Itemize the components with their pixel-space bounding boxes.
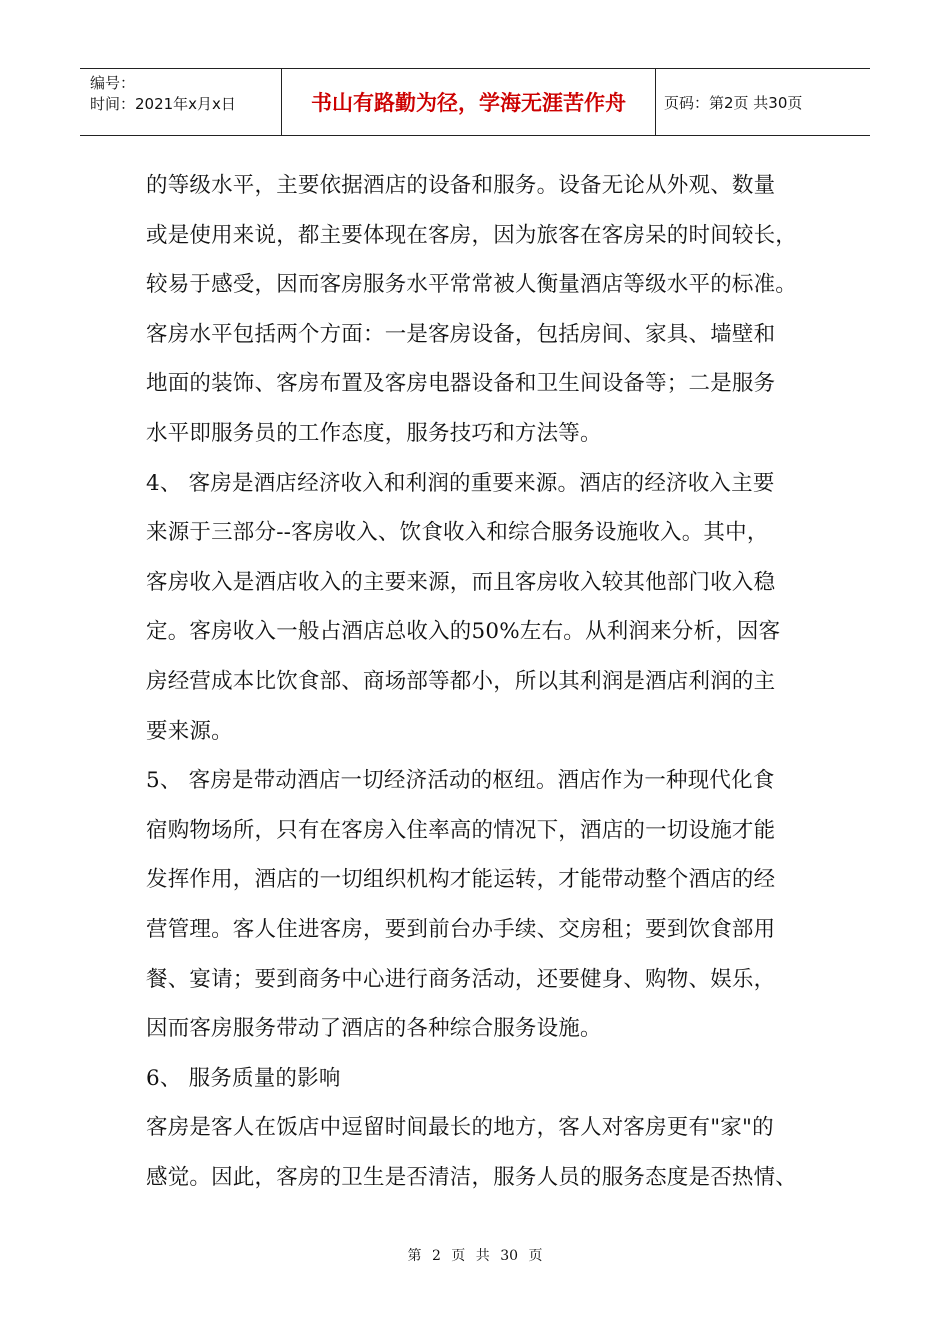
body-line: 来源于三部分--客房收入、饮食收入和综合服务设施收入。其中， <box>146 520 769 546</box>
header-motto: 书山有路勤为径，学海无涯苦作舟 <box>282 69 656 135</box>
body-line: 要来源。 <box>146 718 233 744</box>
document-number-label: 编号： <box>90 74 136 92</box>
body-line: 或是使用来说，都主要体现在客房，因为旅客在客房呆的时间较长， <box>146 222 798 248</box>
body-line: 发挥作用，酒店的一切组织机构才能运转，才能带动整个酒店的经 <box>146 867 776 893</box>
body-line: 5、 客房是带动酒店一切经济活动的枢纽。酒店作为一种现代化食 <box>146 768 775 794</box>
header-page-info: 页码：第2页 共30页 <box>664 93 803 112</box>
page-footer: 第 2 页 共 30 页 <box>407 1248 543 1264</box>
body-line: 客房收入是酒店收入的主要来源，而且客房收入较其他部门收入稳 <box>146 569 776 595</box>
document-body <box>146 161 814 1202</box>
header-meta <box>80 69 282 135</box>
body-line: 较易于感受，因而客房服务水平常常被人衡量酒店等级水平的标准。 <box>146 272 798 298</box>
body-line: 水平即服务员的工作态度，服务技巧和方法等。 <box>146 420 602 446</box>
body-line: 客房水平包括两个方面：一是客房设备，包括房间、家具、墙壁和 <box>146 321 776 347</box>
body-line: 地面的装饰、客房布置及客房电器设备和卫生间设备等；二是服务 <box>146 371 776 397</box>
body-line: 感觉。因此，客房的卫生是否清洁，服务人员的服务态度是否热情、 <box>146 1164 798 1190</box>
body-line: 定。客房收入一般占酒店总收入的50%左右。从利润来分析，因客 <box>146 619 781 645</box>
body-line: 营管理。客人住进客房，要到前台办手续、交房租；要到饮食部用 <box>146 916 776 942</box>
body-line: 因而客房服务带动了酒店的各种综合服务设施。 <box>146 1016 602 1042</box>
body-line: 6、 服务质量的影响 <box>146 1065 341 1091</box>
body-line: 的等级水平，主要依据酒店的设备和服务。设备无论从外观、数量 <box>146 173 776 198</box>
body-line: 房经营成本比饮食部、商场部等都小，所以其利润是酒店利润的主 <box>146 668 776 694</box>
body-line: 餐、宴请；要到商务中心进行商务活动，还要健身、购物、娱乐， <box>146 966 776 992</box>
body-line: 客房是客人在饭店中逗留时间最长的地方，客人对客房更有"家"的 <box>146 1115 774 1141</box>
body-line: 宿购物场所，只有在客房入住率高的情况下，酒店的一切设施才能 <box>146 817 776 843</box>
body-line: 4、 客房是酒店经济收入和利润的重要来源。酒店的经济收入主要 <box>146 470 775 496</box>
page-header <box>80 68 870 136</box>
document-time: 时间：2021年x月x日 <box>90 95 236 113</box>
